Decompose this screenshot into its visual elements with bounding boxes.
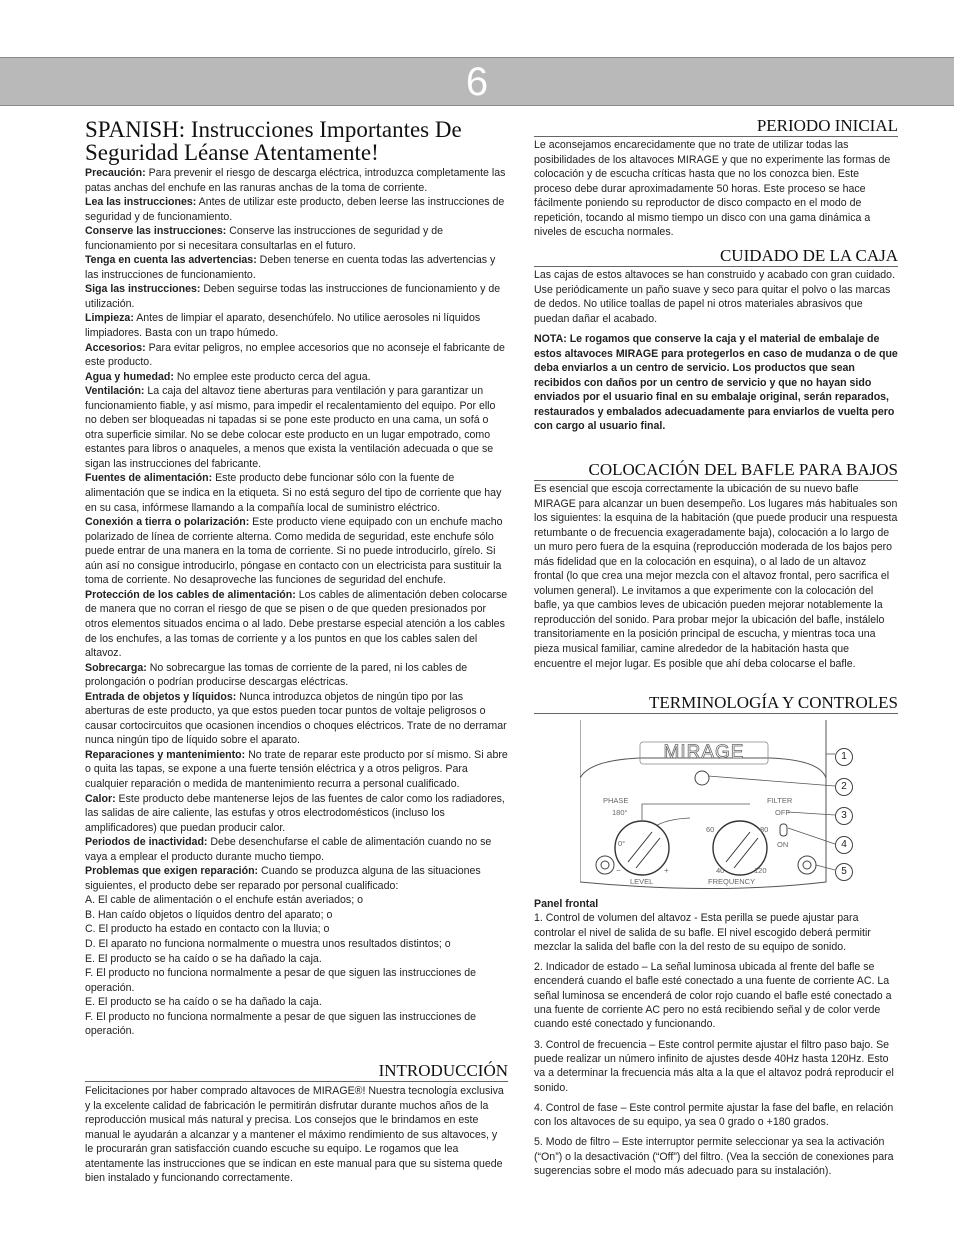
cuidado-heading: CUIDADO DE LA CAJA: [534, 247, 898, 267]
safety-item-label: Sobrecarga:: [85, 661, 147, 674]
colocacion-text: Es esencial que escoja correctamente la ubicación de su nuevo bafle MIRAGE para alcanzar un buen desempeño. Los lugares más habituales son los siguientes: la esquina de la habitación (que puede producir una respuesta retumbante o de frecuencia exageradamente baja), colocación a lo largo de un muro pero fuera de la esquina (reproducción moderada de los bajos pero más fidelidad que en la colocación en esquina), o al lado de un altavoz frontal (lo que crea una mejor mezcla con el altavoz frontal, pero sacrifica el volumen general). Le invitamos a que experimente con la colocación del bafle, ya que cambios leves de ubicación pueden mejorar notablemente la reproducción del sonido. Para probar mejor la ubicación del bafle, instálelo transitoriamente en la posición principal de escucha, y mientras toca una pieza musical familiar, camine alrededor de la habitación hasta que encuentre el mejor lugar. Es posible que ahí deba colocarse el bafle.: [534, 483, 898, 670]
callout-4: 4: [835, 836, 853, 854]
safety-item-label: Reparaciones y mantenimiento:: [85, 748, 246, 761]
repair-conditions-list: [85, 893, 508, 1038]
safety-item: [85, 282, 508, 311]
safety-item-label: Conexión a tierra o polarización:: [85, 516, 250, 529]
safety-item: [85, 370, 508, 385]
safety-item-label: Protección de los cables de alimentación:: [85, 588, 296, 601]
safety-item-text: Este producto viene equipado con un enchufe macho polarizado de línea de corriente alterna. Como medida de seguridad, este enchufe sólo puede entrar de una manera en la toma de corriente. Si no puede introducirlo, gírelo. Si aún así no consigue introducirlo, póngase en contacto con un electricista para sustituir la toma de corriente. No desaproveche las funciones de seguridad del enchufe.: [85, 516, 503, 587]
safety-item-label: Conserve las instrucciones:: [85, 225, 227, 238]
repair-condition-item: E. El producto se ha caído o se ha dañado la caja.: [85, 996, 322, 1009]
safety-item-label: Problemas que exigen reparación:: [85, 865, 259, 878]
phase-180-label: 180°: [612, 808, 628, 817]
repair-condition-item: B. Han caído objetos o líquidos dentro del aparato; o: [85, 908, 333, 921]
repair-condition-item: E. El producto se ha caído o se ha dañado la caja.: [85, 952, 322, 965]
safety-item: [85, 792, 508, 836]
safety-item-text: Este producto debe funcionar sólo con la fuente de alimentación que se indica en la etiqueta. Si no está seguro del tipo de corriente que hay en su casa, infórmese llamando a la compañía local de suministro eléctrico.: [85, 472, 502, 514]
freq-40-label: 40: [716, 866, 725, 875]
freq-120-label: 120: [754, 866, 767, 875]
safety-item: [85, 864, 508, 893]
repair-condition-item: C. El producto ha estado en contacto con la lluvia; o: [85, 923, 330, 936]
safety-item: [85, 588, 508, 661]
phase-0-label: 0°: [618, 839, 626, 848]
safety-item-label: Calor:: [85, 792, 116, 805]
safety-item-label: Entrada de objetos y líquidos:: [85, 690, 237, 703]
safety-title: SPANISH: Instrucciones Importantes De Seguridad Léanse Atentamente!: [85, 117, 462, 165]
panel-item: 4. Control de fase – Este control permite ajustar la fase del bafle, en relación con los altavoces de su equipo, ya sea 0 grado o +180 grados.: [534, 1101, 894, 1129]
callout-3: 3: [835, 807, 853, 825]
filter-off-label: OFF: [775, 808, 790, 817]
callout-2: 2: [835, 778, 853, 796]
brand-logo: MIRAGE: [663, 742, 745, 763]
panel-item: 5. Modo de filtro – Este interruptor permite seleccionar ya sea la activación (“On”) o la desactivación (“Off”) del filtro. (Vea la sección de conexiones para sugerencias sobre el modo más adecuado para su instalación).: [534, 1136, 894, 1178]
panel-item: 3. Control de frecuencia – Este control permite ajustar el filtro paso bajo. Se puede realizar un número infinito de ajustes desde 40Hz hasta 120Hz. Esto va a determinar la frecuencia más alta a la que el altavoz podrá reproducir el sonido.: [534, 1038, 894, 1094]
colocacion-heading: COLOCACIÓN DEL BAFLE PARA BAJOS: [534, 461, 898, 481]
safety-item-label: Ventilación:: [85, 385, 145, 398]
frequency-label: FREQUENCY: [708, 877, 756, 886]
safety-item: [85, 311, 508, 340]
safety-item-label: Fuentes de alimentación:: [85, 472, 213, 485]
panel-item: 2. Indicador de estado – La señal luminosa ubicada al frente del bafle se encenderá cuando el bafle esté conectado a una fuente de corriente AC. La señal luminosa se encenderá de color rojo cuando el bafle esté conectado a una fuente de corriente AC pero no está recibiendo señal y de color verde cuando esté conectado y funcionando.: [534, 961, 892, 1031]
safety-item-text: Para evitar peligros, no emplee accesorios que no aconseje el fabricante de este producto.: [85, 341, 505, 369]
periodo-section: [534, 117, 898, 240]
filter-on-label: ON: [777, 840, 789, 849]
intro-text: Felicitaciones por haber comprado altavoces de MIRAGE®! Nuestra tecnología exclusiva y la excelente calidad de fabricación le permitirán disfrutar durante muchos años de la reproducción musical más natural y precisa. Los consejos que le brindamos en este manual le ayudarán a alcanzar y a mantener el máximo rendimiento de sus altavoces, y le procurarán gran satisfacción cuando escuche su equipo. Le rogamos que lea atentamente las instrucciones que se indican en este manual para que su sistema quede bien instalado y funcionando correctamente.: [85, 1085, 504, 1185]
colocacion-section: [534, 461, 898, 671]
filter-label: FILTER: [767, 796, 793, 805]
safety-item-text: Conserve las instrucciones de seguridad y de funcionamiento por si necesitara consultarlas en el futuro.: [85, 225, 444, 252]
cuidado-text: Las cajas de estos altavoces se han construido y acabado con gran cuidado. Use periódicamente un paño suave y seco para quitar el polvo o las marcas de dedos. No utilice toallas de papel ni otros materiales abrasivos que puedan dañar el acabado.: [534, 269, 896, 325]
safety-item-text: Debe desenchufarse el cable de alimentación cuando no se vaya a emplear el producto durante mucho tiempo.: [85, 836, 492, 863]
intro-heading: INTRODUCCIÓN: [85, 1062, 508, 1082]
panel-item: 1. Control de volumen del altavoz - Esta perilla se puede ajustar para controlar el nivel de salida de su bafle. El nivel escogido deberá permitir mezclar la salida del bafle con la del resto de su equipo de sonido.: [534, 912, 871, 953]
safety-item: [85, 341, 508, 370]
level-label: LEVEL: [630, 877, 654, 886]
periodo-text: Le aconsejamos encarecidamente que no trate de utilizar todas las posibilidades de los altavoces MIRAGE y que no experimente las formas de colocación y de escucha críticas hasta que no los conozca bien. Este proceso debe durar aproximadamente 50 horas. Este proceso se hace fácilmente poniendo su reproductor de disco compacto en el modo de repetición, tocando al mismo tiempo un disco con una gama dinámica a niveles de escucha normales.: [534, 139, 891, 239]
safety-item-label: Agua y humedad:: [85, 370, 174, 383]
safety-item: [85, 166, 508, 195]
panel-items: [534, 911, 898, 1178]
repair-condition-item: A. El cable de alimentación o el enchufe están averiados; o: [85, 894, 363, 907]
page-number-band: [0, 57, 954, 106]
safety-item: [85, 471, 508, 515]
safety-item-text: No sobrecargue las tomas de corriente de la pared, ni los cables de prolongación o podrían producirse descargas eléctricas.: [85, 661, 468, 689]
repair-condition-item: F. El producto no funciona normalmente a pesar de que siguen las instrucciones de operación.: [85, 967, 477, 994]
safety-item-text: Antes de limpiar el aparato, desenchúfelo. No utilice aerosoles ni líquidos limpiadores. Basta con un trapo húmedo.: [85, 312, 481, 340]
freq-80-label: 80: [760, 825, 769, 834]
safety-item: [85, 253, 508, 282]
safety-item-text: Los cables de alimentación deben colocarse de manera que no corran el riesgo de que se pisen o de que queden presionados por otros elementos situados encima o al lado. Debe prestarse especial atención a los cables de los enchufes, a las tomas de corriente y a los puntos en que los cables salen del altavoz.: [85, 588, 508, 660]
repair-condition-item: F. El producto no funciona normalmente a pesar de que siguen las instrucciones de operación.: [85, 1010, 477, 1038]
safety-item-label: Accesorios:: [85, 341, 146, 354]
phase-label: PHASE: [603, 796, 629, 805]
safety-item-text: Antes de utilizar este producto, deben leerse las instrucciones de seguridad y de funcionamiento.: [85, 196, 505, 223]
left-column: [85, 119, 508, 1039]
callout-5: 5: [835, 863, 853, 881]
safety-items: [85, 166, 508, 893]
safety-item-label: Precaución:: [85, 167, 146, 179]
safety-item-label: Lea las instrucciones:: [85, 196, 197, 209]
safety-item-text: La caja del altavoz tiene aberturas para ventilación y para garantizar un funcionamiento fiable, y así mismo, para impedir el recalentamiento del equipo. Por ello no deben ser bloqueadas ni tapadas si se pone este producto en una cama, un sofá o otra superficie similar. No se debe colocar este producto en un lugar empotrado, como estantes para libros o anaqueles, a menos que exista la ventilación adecuada o que se sigan las instrucciones del fabricante.: [85, 385, 496, 470]
safety-item: [85, 195, 508, 224]
nota-text: NOTA: Le rogamos que conserve la caja y el material de embalaje de estos altavoces MIRAGE para protegerlos en caso de mudanza o de que deba enviarlos a un centro de servicio. Los productos que sean recibidos con daños por un centro de servicio y que no hayan sido enviados por el usuario final en su embalaje original, serán reparados, restaurados y embalados adecuadamente para enviarlos de vuelta pero con cargo al usuario final.: [534, 333, 898, 433]
safety-item-text: Deben seguirse todas las instrucciones de funcionamiento y de utilización.: [85, 283, 501, 310]
safety-item-label: Limpieza:: [85, 312, 134, 325]
terminologia-section: [534, 694, 898, 714]
panel-section: [534, 897, 898, 1178]
terminologia-heading: TERMINOLOGÍA Y CONTROLES: [534, 694, 898, 714]
safety-item-label: Tenga en cuenta las advertencias:: [85, 254, 257, 267]
safety-item: [85, 835, 508, 864]
safety-item-text: Este producto debe mantenerse lejos de las fuentes de calor como los radiadores, las salidas de aire caliente, las estufas y otros electrodomésticos (incluso los amplificadores) que puedan producir calor.: [85, 792, 505, 834]
safety-item: [85, 515, 508, 588]
safety-item-text: No emplee este producto cerca del agua.: [173, 370, 371, 383]
safety-item-text: No trate de reparar este producto por sí mismo. Si abre o quita las tapas, se expone a una fuerte tensión eléctrica y a otros peligros. Para cualquier reparación o medida de mantenimiento recurra a personal cualificado.: [85, 748, 508, 790]
panel-heading: Panel frontal: [534, 898, 599, 910]
safety-item: [85, 661, 508, 690]
safety-item-text: Para prevenir el riesgo de descarga eléctrica, introduzca completamente las patas anchas del enchufe en las ranuras anchas de la toma de corriente.: [85, 167, 506, 194]
cuidado-section: [534, 247, 898, 434]
safety-item-label: Periodos de inactividad:: [85, 836, 208, 849]
page-number: 6: [465, 60, 489, 104]
safety-item: [85, 690, 508, 748]
control-panel-diagram: [580, 720, 854, 890]
periodo-heading: PERIODO INICIAL: [534, 117, 898, 137]
intro-section: [85, 1062, 508, 1186]
safety-item: [85, 224, 508, 253]
level-minus-label: −: [616, 866, 621, 875]
safety-item-text: Cuando se produzca alguna de las situaciones siguientes, el producto debe ser reparado por personal cualificado:: [85, 865, 481, 892]
freq-60-label: 60: [706, 825, 715, 834]
safety-item-label: Siga las instrucciones:: [85, 283, 201, 296]
repair-condition-item: D. El aparato no funciona normalmente o muestra unos resultados distintos; o: [85, 937, 451, 950]
safety-item-text: Deben tenerse en cuenta todas las advertencias y las instrucciones de funcionamiento.: [85, 254, 496, 281]
level-plus-label: +: [664, 866, 669, 875]
safety-item: [85, 384, 508, 471]
callout-1: 1: [835, 748, 853, 766]
safety-item-text: Nunca introduzca objetos de ningún tipo por las aberturas de este producto, ya que estos pueden tocar puntos de voltaje peligrosos o causar cortocircuitos que ocasionen incendios o choques eléctricos. Trate de no derramar nunca ningún tipo de líquido sobre el aparato.: [85, 690, 507, 747]
safety-item: [85, 748, 508, 792]
